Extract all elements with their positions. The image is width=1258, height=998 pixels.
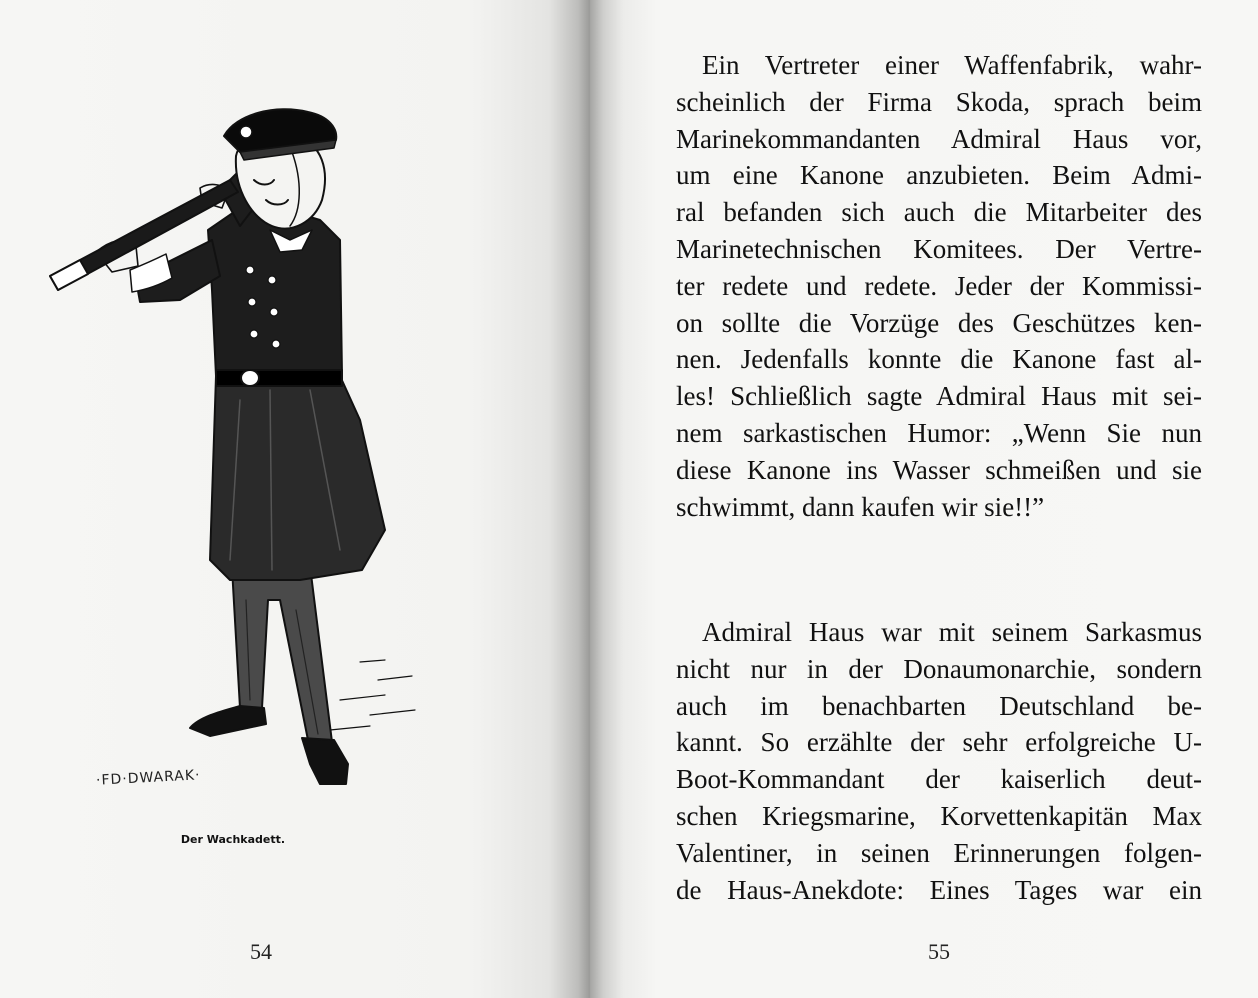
text-line: Valentiner, in seinen Erinnerungen folgen- — [676, 837, 1202, 868]
illustration-caption: Der Wachkadett. — [180, 833, 286, 846]
text-line: de Haus-Anekdote: Eines Tages war ein — [676, 874, 1202, 905]
text-line: ral befanden sich auch die Mitarbeiter des — [676, 197, 1202, 228]
left-page — [0, 0, 590, 998]
text-line: auch im benachbarten Deutschland be- — [676, 690, 1202, 721]
text-line: Boot-Kommandant der kaiserlich deut- — [676, 764, 1202, 795]
text-line: nem sarkastischen Humor: „Wenn Sie nun — [676, 417, 1202, 448]
text-line: schen Kriegsmarine, Korvettenkapitän Max — [676, 800, 1202, 831]
page-number-left: 54 — [250, 939, 272, 964]
text-line: schwimmt, dann kaufen wir sie!!” — [676, 491, 1045, 522]
artist-signature: ·FD·DWARAK· — [95, 767, 201, 789]
page-number-right: 55 — [928, 939, 950, 964]
text-line: Marinekommandanten Admiral Haus vor, — [676, 123, 1202, 154]
text-line: Marinetechnischen Komitees. Der Vertre- — [676, 233, 1202, 264]
text-line: on sollte die Vorzüge des Geschützes ken- — [676, 307, 1202, 338]
paragraph-2 — [676, 614, 1202, 908]
text-line: nen. Jedenfalls konnte die Kanone fast al- — [676, 344, 1202, 375]
text-line: diese Kanone ins Wasser schmeißen und sie — [676, 454, 1202, 485]
paragraph-1 — [676, 47, 1202, 525]
text-line: nicht nur in der Donaumonarchie, sondern — [676, 653, 1202, 684]
text-line: Admiral Haus war mit seinem Sarkasmus — [702, 617, 1202, 647]
text-line: les! Schließlich sagte Admiral Haus mit sei- — [676, 381, 1202, 412]
text-line: kannt. So erzählte der sehr erfolgreiche U- — [676, 727, 1202, 758]
cadet-illustration — [40, 40, 460, 810]
text-line: um eine Kanone anzubieten. Beim Admi- — [676, 160, 1202, 191]
text-line: ter redete und redete. Jeder der Kommissi- — [676, 270, 1202, 301]
text-line: Ein Vertreter einer Waffenfabrik, wahr- — [702, 50, 1202, 80]
text-line: scheinlich der Firma Skoda, sprach beim — [676, 86, 1202, 117]
